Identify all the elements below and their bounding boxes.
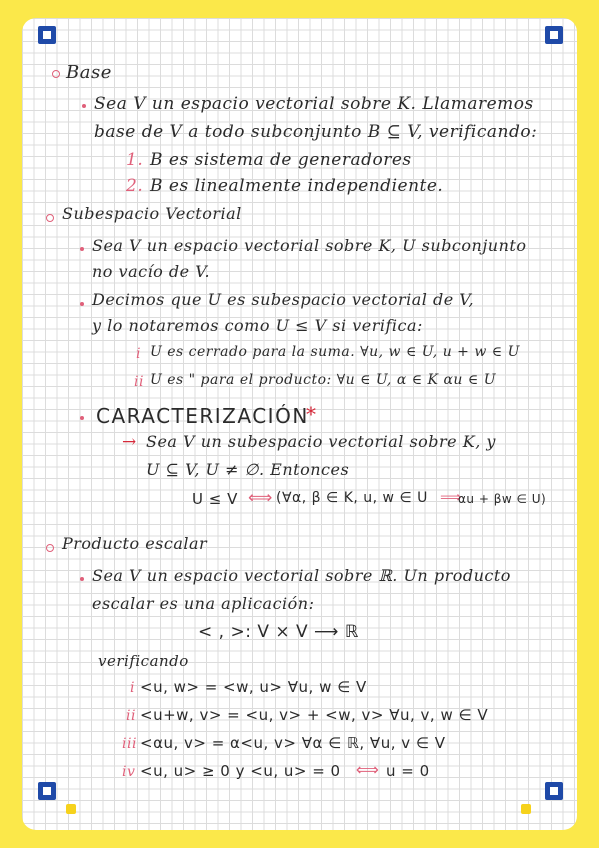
cond-1: U es cerrado para la suma. ∀u, w ∈ U, u + w ∈ U [150, 344, 520, 360]
list-dot [80, 577, 84, 581]
producto-title: Producto escalar [62, 534, 208, 553]
caract-line-2: U ⊆ V, U ≠ ∅. Entonces [146, 460, 350, 479]
star-icon: * [306, 402, 317, 426]
section-bullet [46, 214, 54, 222]
base-item-1: B es sistema de generadores [150, 150, 412, 170]
list-dot [80, 247, 84, 251]
base-item-2-number: 2. [126, 176, 144, 196]
corner-dot-right [521, 804, 531, 814]
prop-4-number: iv [122, 764, 136, 780]
caract-line-3a: U ≤ V [192, 490, 238, 508]
subespacio-line-1: Sea V un espacio vectorial sobre K, U subconjunto [92, 236, 527, 255]
subespacio-line-4: y lo notaremos como U ≤ V si verifica: [92, 316, 423, 335]
prop-3-number: iii [122, 736, 137, 752]
caract-line-3b: (∀α, β ∈ K, u, w ∈ U [276, 490, 428, 506]
corner-marker-bottom-left [38, 782, 56, 800]
list-dot [80, 302, 84, 306]
caract-line-1: Sea V un subespacio vectorial sobre K, y [146, 432, 496, 451]
section-bullet [46, 544, 54, 552]
subespacio-title: Subespacio Vectorial [62, 204, 242, 223]
base-line-2: base de V a todo subconjunto B ⊆ V, verificando: [94, 122, 538, 142]
prop-4b: u = 0 [386, 762, 430, 780]
prop-3: <αu, v> = α<u, v> ∀α ∈ ℝ, ∀u, v ∈ V [140, 734, 446, 752]
producto-line-1: Sea V un espacio vectorial sobre ℝ. Un producto [92, 566, 511, 585]
subespacio-line-2: no vacío de V. [92, 262, 211, 281]
list-dot [82, 104, 86, 108]
corner-dot-left [66, 804, 76, 814]
corner-marker-bottom-right [545, 782, 563, 800]
section-bullet [52, 70, 60, 78]
notebook-page [22, 18, 577, 830]
subespacio-line-3: Decimos que U es subespacio vectorial de V, [92, 290, 475, 309]
base-line-1: Sea V un espacio vectorial sobre K. Llamaremos [94, 94, 534, 114]
prop-2-number: ii [126, 708, 136, 724]
arrow-icon: → [122, 432, 137, 452]
verificando-label: verificando [98, 652, 189, 670]
corner-marker-top-right [545, 26, 563, 44]
corner-marker-top-left [38, 26, 56, 44]
cond-2-number: ii [134, 374, 144, 390]
caract-line-3c: αu + βw ∈ U) [458, 492, 547, 506]
producto-line-2: escalar es una aplicación: [92, 594, 315, 613]
producto-line-3: < , >: V × V ⟶ ℝ [198, 622, 359, 642]
cond-1-number: i [136, 346, 141, 362]
iff-icon: ⟺ [356, 760, 380, 779]
caracterizacion-title: CARACTERIZACIÓN [96, 404, 309, 428]
prop-1-number: i [130, 680, 135, 696]
prop-2: <u+w, v> = <u, v> + <w, v> ∀u, v, w ∈ V [140, 706, 489, 724]
base-item-1-number: 1. [126, 150, 144, 170]
base-title: Base [66, 62, 112, 83]
prop-4a: <u, u> ≥ 0 y <u, u> = 0 [140, 762, 341, 780]
prop-1: <u, w> = <w, u> ∀u, w ∈ V [140, 678, 367, 696]
list-dot [80, 416, 84, 420]
cond-2: U es " para el producto: ∀u ∈ U, α ∈ K αu ∈ U [150, 372, 496, 388]
iff-icon: ⟺ [248, 488, 273, 508]
implies-icon: ⟹ [440, 488, 463, 506]
base-item-2: B es linealmente independiente. [150, 176, 444, 196]
